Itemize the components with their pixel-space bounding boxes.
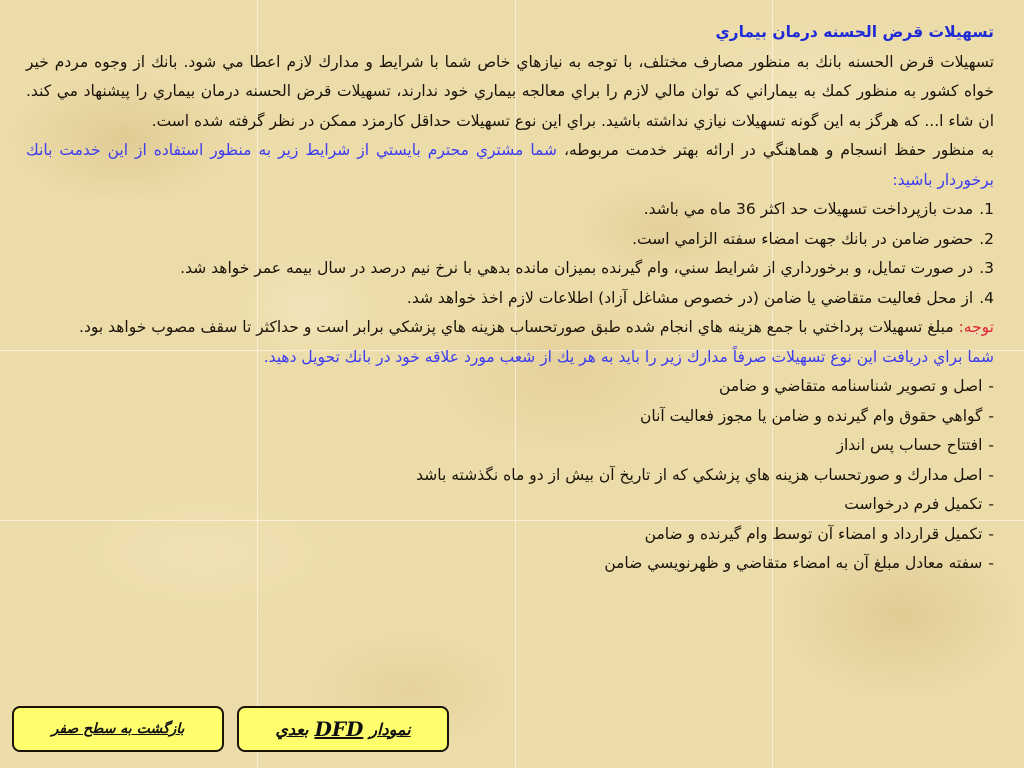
document-bullet: - xyxy=(988,436,994,454)
intro-paragraph: تسهيلات قرض الحسنه بانك به منظور مصارف مختلف، با توجه به نيازهاي خاص شما با شرايط و مدارك لازم اعطا مي شود. بانك از وجوه مردم خير خواه كشور به منظور كمك به بيماراني كه توان مالي لازم را براي معالجه بيماري خود ندارند، تسهيلات قرض الحسنه درمان بيماري را پيشنهاد مي كند. ان شاء ا... كه هرگز به اين گونه تسهيلات نيازي نداشته باشيد. براي اين نوع تسهيلات حداقل كارمزد ممكن در نظر گرفته شده است. xyxy=(26,52,994,130)
page-title: تسهيلات قرض الحسنه درمان بيماري xyxy=(715,23,994,41)
next-dfd-button[interactable] xyxy=(237,706,449,752)
document-text: افتتاح حساب پس انداز xyxy=(836,436,983,454)
next-dfd-button-suffix: بعدي xyxy=(275,719,309,739)
document-item xyxy=(26,549,994,579)
document-text: سفته معادل مبلغ آن به امضاء متقاضي و ظهرنويسي ضامن xyxy=(604,554,983,572)
condition-number: 3. xyxy=(979,259,994,277)
back-to-level-zero-button[interactable] xyxy=(12,706,224,752)
condition-number: 2. xyxy=(979,229,994,248)
docs-intro: شما براي دريافت اين نوع تسهيلات صرفاً مدارك زير را بايد به هر يك از شعب مورد علاقه خود در بانك تحويل دهيد. xyxy=(263,347,994,366)
condition-text: حضور ضامن در بانك جهت امضاء سفته الزامي است. xyxy=(632,229,974,248)
required-documents-list xyxy=(26,372,994,579)
condition-number: 4. xyxy=(979,288,994,307)
document-bullet: - xyxy=(988,554,994,572)
coordination-paragraph xyxy=(26,136,994,195)
document-bullet: - xyxy=(988,406,994,425)
conditions-list xyxy=(26,195,994,313)
document-item xyxy=(26,520,994,550)
document-text: گواهي حقوق وام گيرنده و ضامن يا مجوز فعاليت آنان xyxy=(639,406,983,425)
note-text: مبلغ تسهيلات پرداختي با جمع هزينه هاي انجام شده طبق صورتحساب هزينه هاي پزشكي برابر است و حداكثر تا سقف مصوب خواهد بود. xyxy=(79,318,954,336)
document-bullet: - xyxy=(988,495,994,513)
document-bullet: - xyxy=(988,524,994,543)
note-paragraph xyxy=(26,313,994,343)
note-label: توجه: xyxy=(958,318,994,336)
document-item xyxy=(26,402,994,432)
back-to-level-zero-label: بازگشت به سطح صفر xyxy=(51,721,185,737)
document-item xyxy=(26,372,994,402)
document-bullet: - xyxy=(988,377,994,395)
coordination-lead: به منظور حفظ انسجام و هماهنگي در ارائه بهتر خدمت مربوطه، xyxy=(563,141,994,159)
condition-text: مدت بازپرداخت تسهيلات حد اكثر 36 ماه مي باشد. xyxy=(643,200,974,218)
condition-text: در صورت تمايل، و برخورداري از شرايط سني، وام گيرنده بميزان مانده بدهي با نرخ نيم درصد در سال بيمه عمر خواهد شد. xyxy=(180,259,974,277)
document-item xyxy=(26,461,994,491)
next-dfd-button-dfd: DFD xyxy=(314,717,364,741)
next-dfd-button-prefix: نمودار xyxy=(369,719,411,739)
document-item xyxy=(26,490,994,520)
document-bullet: - xyxy=(988,465,994,484)
coordination-highlight: شما مشتري محترم بايستي از شرايط زير به منظور استفاده از اين خدمت بانك برخوردار باشيد: xyxy=(26,141,994,189)
document-text: تكميل قرارداد و امضاء آن توسط وام گيرنده و ضامن xyxy=(644,524,983,543)
condition-text: از محل فعاليت متقاضي يا ضامن (در خصوص مشاغل آزاد) اطلاعات لازم اخذ خواهد شد. xyxy=(406,288,974,307)
condition-item xyxy=(26,254,994,284)
page-content xyxy=(26,18,994,579)
document-text: اصل مدارك و صورتحساب هزينه هاي پزشكي كه از تاريخ آن بيش از دو ماه نگذشته باشد xyxy=(416,465,983,484)
condition-item xyxy=(26,225,994,255)
document-text: اصل و تصوير شناسنامه متقاضي و ضامن xyxy=(719,377,983,395)
condition-item xyxy=(26,195,994,225)
document-item xyxy=(26,431,994,461)
document-text: تكميل فرم درخواست xyxy=(844,495,983,513)
condition-item xyxy=(26,284,994,314)
condition-number: 1. xyxy=(979,200,994,218)
